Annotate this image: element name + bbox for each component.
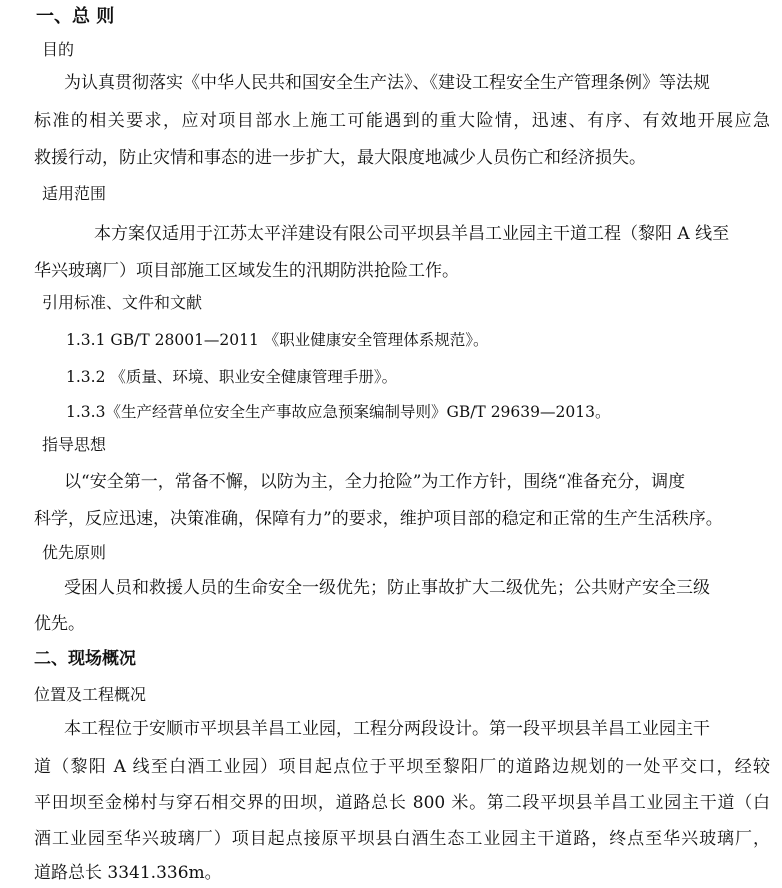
subheading-guiding: 指导思想 (42, 435, 107, 454)
priority-line-1: 受困人员和救援人员的生命安全一级优先；防止事故扩大二级优先；公共财产安全三级 (64, 578, 710, 598)
purpose-line-1: 为认真贯彻落实《中华人民共和国安全生产法》、《建设工程安全生产管理条例》等法规 (64, 73, 710, 93)
priority-line-2: 优先。 (34, 614, 85, 634)
location-line-4: 酒工业园至华兴玻璃厂）项目起点接原平坝县白酒生态工业园主干道路，终点至华兴玻璃厂， (34, 829, 770, 849)
subheading-purpose: 目的 (42, 40, 75, 59)
reference-item-3: 1.3.3《生产经营单位安全生产事故应急预案编制导则》GB/T 29639—2013。 (66, 403, 611, 421)
subheading-location: 位置及工程概况 (34, 685, 147, 704)
guiding-line-2: 科学，反应迅速，决策准确，保障有力”的要求，维护项目部的稳定和正常的生产生活秩序。 (34, 509, 723, 529)
subheading-priority: 优先原则 (42, 543, 107, 562)
location-line-3: 平田坝至金梯村与穿石相交界的田坝，道路总长 800 米。第二段平坝县羊昌工业园主干道（白 (34, 793, 770, 813)
purpose-line-3: 救援行动，防止灾情和事态的进一步扩大，最大限度地减少人员伤亡和经济损失。 (34, 148, 646, 168)
subheading-scope: 适用范围 (42, 184, 107, 203)
location-line-1: 本工程位于安顺市平坝县羊昌工业园，工程分两段设计。第一段平坝县羊昌工业园主干 (64, 719, 710, 739)
reference-item-1: 1.3.1 GB/T 28001—2011 《职业健康安全管理体系规范》。 (66, 331, 489, 349)
location-line-5: 道路总长 3341.336m。 (34, 863, 222, 883)
purpose-line-2: 标准的相关要求，应对项目部水上施工可能遇到的重大险情，迅速、有序、有效地开展应急 (34, 111, 770, 131)
scope-line-1: 本方案仅适用于江苏太平洋建设有限公司平坝县羊昌工业园主干道工程（黎阳 A 线至 (94, 224, 730, 244)
location-line-2: 道（黎阳 A 线至白酒工业园）项目起点位于平坝至黎阳厂的道路边规划的一处平交口，经较 (34, 757, 770, 777)
guiding-line-1: 以“安全第一，常备不懈，以防为主，全力抢险”为工作方针，围绕“准备充分，调度 (64, 472, 686, 492)
scope-line-2: 华兴玻璃厂）项目部施工区域发生的汛期防洪抢险工作。 (34, 261, 459, 281)
section-heading-general: 一、总 则 (36, 6, 115, 27)
subheading-references: 引用标准、文件和文献 (42, 293, 203, 312)
reference-item-2: 1.3.2 《质量、环境、职业安全健康管理手册》。 (66, 368, 398, 386)
section-heading-site: 二、现场概况 (34, 649, 136, 669)
